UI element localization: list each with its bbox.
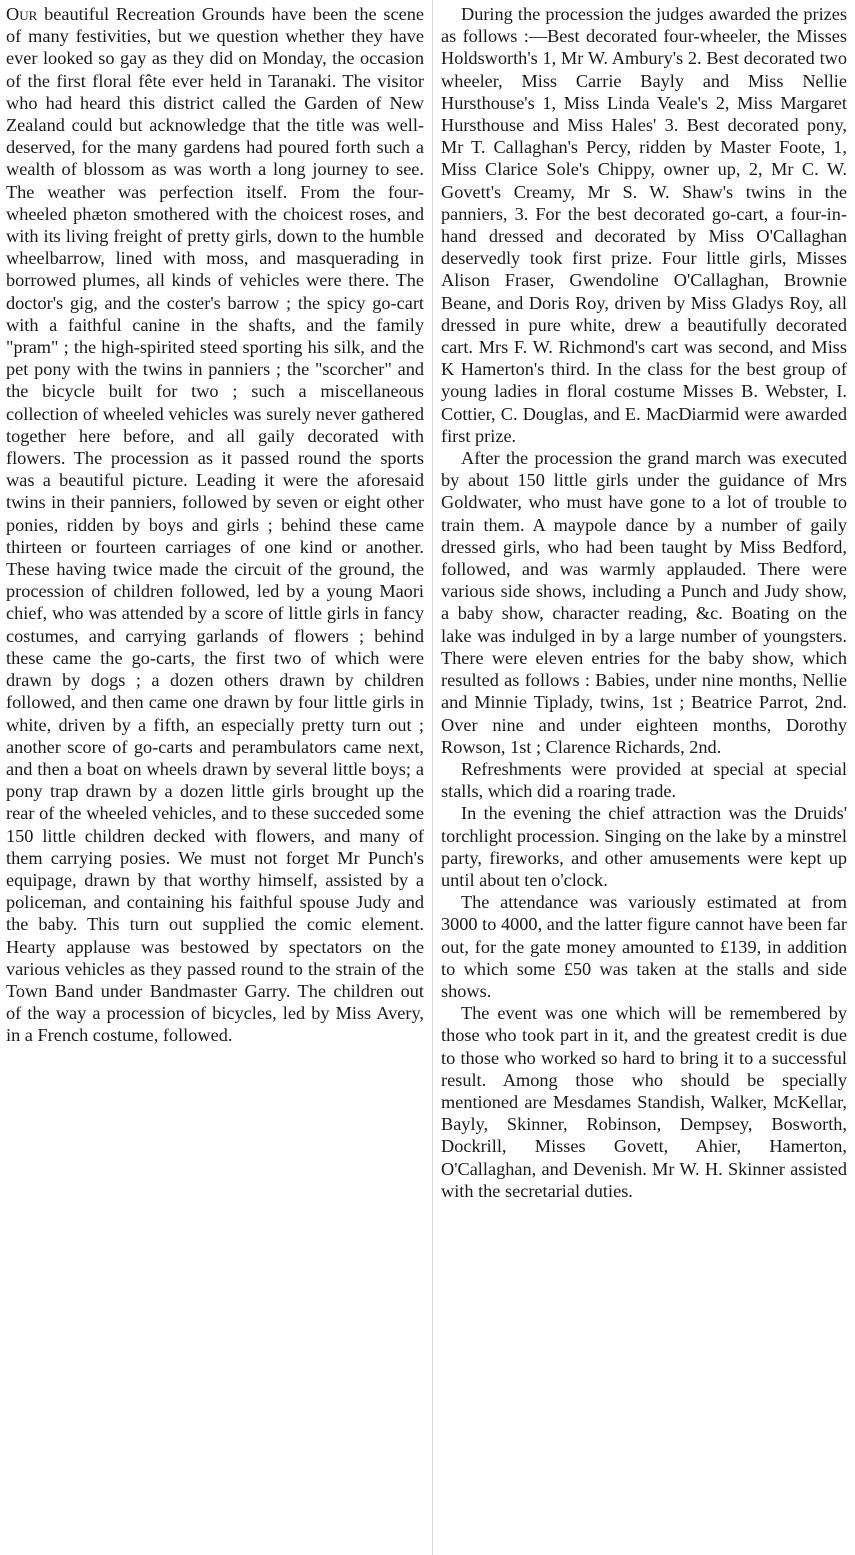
column-divider bbox=[432, 0, 433, 1555]
article-paragraph-prizes: During the procession the judges awarded the prizes as follows :—Best decorated four-wheeler, the Misses Holdsworth's 1, Mr W. Ambury's 2. Best decorated two wheeler, Miss Carrie Bayly and Miss Nellie Hursthouse's 1, Miss Linda Veale's 2, Miss Margaret Hursthouse and Miss Hales' 3. Best decorated pony, Mr T. Callaghan's Percy, ridden by Master Foote, 1, Miss Clarice Sole's Chippy, owner up, 2, Mr C. W. Govett's Creamy, Mr S. W. Shaw's twins in the panniers, 3. For the best decorated go-cart, a four-in-hand dressed and decorated by Miss O'Callaghan deservedly took first prize. Four little girls, Misses Alison Fraser, Gwendoline O'Callaghan, Brownie Beane, and Doris Roy, driven by Miss Gladys Roy, all dressed in pure white, drew a beautifully decorated cart. Mrs F. W. Richmond's cart was second, and Miss K Hamerton's third. In the class for the best group of young ladies in floral costume Misses B. Webster, I. Cottier, C. Douglas, and E. MacDiarmid were awarded first prize. bbox=[441, 4, 847, 446]
article-paragraph-conclusion: The event was one which will be remembered by those who took part in it, and the greatest credit is due to those who worked so hard to bring it to a successful result. Among those who should be specially mentioned are Mesdames Standish, Walker, McKellar, Bayly, Skinner, Robinson, Dempsey, Bosworth, Dockrill, Misses Govett, Ahier, Hamerton, O'Callaghan, and Devenish. Mr W. H. Skinner assisted with the secretarial duties. bbox=[441, 1003, 847, 1201]
lead-word: Our bbox=[6, 4, 38, 24]
article-paragraph-evening: In the evening the chief attraction was the Druids' torchlight procession. Singing on the lake by a minstrel party, fireworks, and other amusements were kept up until about ten o'clock. bbox=[441, 803, 847, 890]
article-paragraph-refreshments: Refreshments were provided at special at special stalls, which did a roaring trade. bbox=[441, 758, 847, 802]
article-column-left bbox=[6, 3, 424, 1047]
article-paragraph-attendance: The attendance was variously estimated at from 3000 to 4000, and the latter figure cannot have been far out, for the gate money amounted to £139, in addition to which some £50 was taken at the stalls and side shows. bbox=[441, 892, 847, 1001]
article-paragraph-grand-march: After the procession the grand march was executed by about 150 little girls under the guidance of Mrs Goldwater, who must have gone to a lot of trouble to train them. A maypole dance by a number of gaily dressed girls, who had been taught by Miss Bedford, followed, and was warmly applauded. There were various side shows, including a Punch and Judy show, a baby show, character reading, &c. Boating on the lake was indulged in by a large number of youngsters. There were eleven entries for the baby show, which resulted as follows : Babies, under nine months, Nellie and Minnie Tiplady, twins, 1st ; Beatrice Parrot, 2nd. Over nine and under eighteen months, Dorothy Rowson, 1st ; Clarence Richards, 2nd. bbox=[441, 448, 847, 757]
article-paragraph bbox=[6, 3, 424, 1047]
article-column-right bbox=[441, 3, 847, 1202]
paragraph-text: beautiful Recreation Grounds have been the scene of many festivities, but we question whether they have ever looked so gay as they did on Monday, the occasion of the first floral fête ever held in Taranaki. The visitor who had heard this district called the Garden of New Zealand could but acknowledge that the title was well-deserved, for the many gardens had poured forth such a wealth of blossom as was worth a long journey to see. The weather was perfection itself. From the four-wheeled phæton smothered with the choicest roses, and with its living freight of pretty girls, down to the humble wheelbarrow, lined with moss, and masquerading in borrowed plumes, all kinds of vehicles were there. The doctor's gig, and the coster's barrow ; the spicy go-cart with a faithful canine in the shafts, and the family "pram" ; the high-spirited steed sporting his silk, and the pet pony with the twins in panniers ; the "scorcher" and the bicycle built for two ; such a miscellaneous collection of wheeled vehicles was surely never gathered together here before, and all gaily decorated with flowers. The procession as it passed round the sports was a beautiful picture. Leading it were the aforesaid twins in their panniers, followed by seven or eight other ponies, ridden by boys and girls ; behind these came thirteen or fourteen carriages of one kind or another. These having twice made the circuit of the ground, the procession of children followed, led by a young Maori chief, who was attended by a score of little girls in fancy costumes, and carrying garlands of flowers ; behind these came the go-carts, the first two of which were drawn by dogs ; a dozen others drawn by children followed, and then came one drawn by four little girls in white, driven by a fifth, an especially pretty turn out ; another score of go-carts and perambulators came next, and then a boat on wheels drawn by several little boys; a pony trap drawn by a dozen little girls brought up the rear of the wheeled vehicles, and to these succeded some 150 little children decked with flowers, and many of them carrying posies. We must not forget Mr Punch's equipage, drawn by that worthy himself, assisted by a policeman, and containing his faithful spouse Judy and the baby. This turn out supplied the comic element. Hearty applause was bestowed by spectators on the various vehicles as they passed round to the strain of the Town Band under Bandmaster Garry. The children out of the way a procession of bicycles, led by Miss Avery, in a French costume, followed. bbox=[6, 4, 424, 1046]
